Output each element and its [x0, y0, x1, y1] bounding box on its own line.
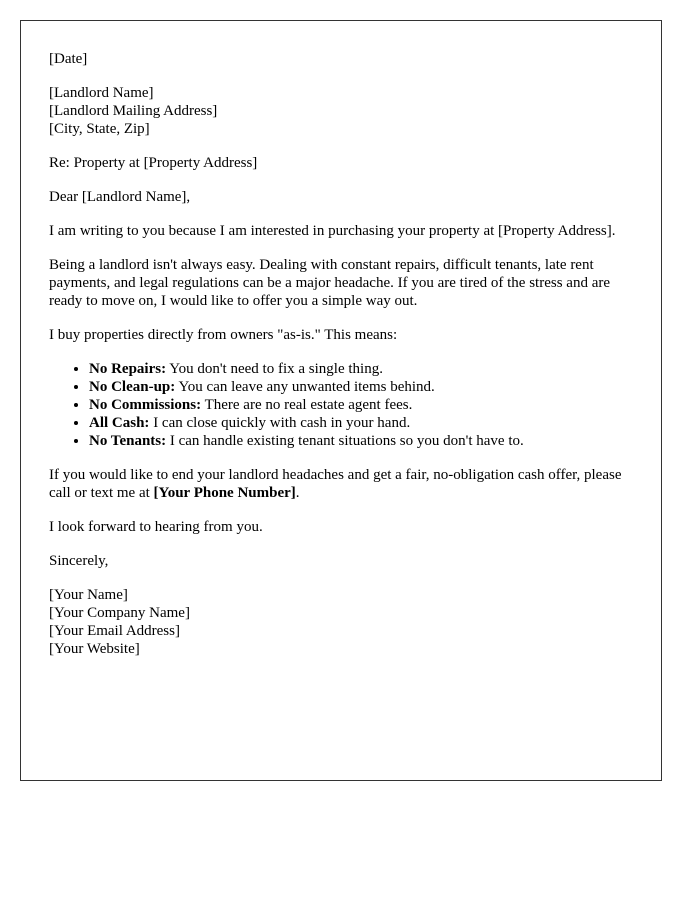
benefit-title: All Cash: — [89, 415, 150, 431]
benefit-item — [89, 432, 633, 450]
pitch-paragraph: Being a landlord isn't always easy. Dealing with constant repairs, difficult tenants, late rent payments, and legal regulations can be a major headache. If you are tired of the stress and are ready to move on, I would like to offer you a simple way out. — [49, 257, 611, 309]
recipient-address: [Landlord Mailing Address] — [49, 103, 218, 119]
benefit-title: No Tenants: — [89, 433, 167, 449]
benefit-text: There are no real estate agent fees. — [201, 397, 413, 413]
benefit-text: You can leave any unwanted items behind. — [175, 379, 435, 395]
benefit-title: No Clean-up: — [89, 379, 176, 395]
benefit-item — [89, 360, 633, 378]
benefit-text: You don't need to fix a single thing. — [166, 361, 383, 377]
recipient-name: [Landlord Name] — [49, 85, 154, 101]
signoff: Sincerely, — [49, 553, 109, 569]
recipient-city-state-zip: [City, State, Zip] — [49, 121, 150, 137]
intro-paragraph: I am writing to you because I am interested in purchasing your property at [Property Address]. — [49, 223, 616, 239]
sender-company: [Your Company Name] — [49, 605, 190, 621]
list-intro: I buy properties directly from owners "as-is." This means: — [49, 327, 398, 343]
benefit-item — [89, 414, 633, 432]
sender-block — [49, 586, 633, 658]
sender-name: [Your Name] — [49, 587, 128, 603]
benefit-item — [89, 396, 633, 414]
benefit-item — [89, 378, 633, 396]
sender-email: [Your Email Address] — [49, 623, 180, 639]
benefit-text: I can close quickly with cash in your hand. — [149, 415, 411, 431]
cta-end: . — [295, 485, 300, 501]
subject-line: Re: Property at [Property Address] — [49, 155, 258, 171]
benefit-title: No Repairs: — [89, 361, 167, 377]
cta-text: If you would like to end your landlord headaches and get a fair, no-obligation cash offer, please call or text me at — [49, 467, 622, 501]
recipient-block — [49, 84, 633, 138]
sender-website: [Your Website] — [49, 641, 140, 657]
benefits-list — [49, 360, 633, 450]
salutation: Dear [Landlord Name], — [49, 189, 191, 205]
benefit-text: I can handle existing tenant situations so you don't have to. — [166, 433, 524, 449]
closing-line: I look forward to hearing from you. — [49, 519, 263, 535]
call-to-action — [49, 466, 633, 502]
letter-page — [20, 20, 662, 781]
letter-date: [Date] — [49, 51, 88, 67]
phone-number: [Your Phone Number] — [153, 485, 296, 501]
benefit-title: No Commissions: — [89, 397, 202, 413]
